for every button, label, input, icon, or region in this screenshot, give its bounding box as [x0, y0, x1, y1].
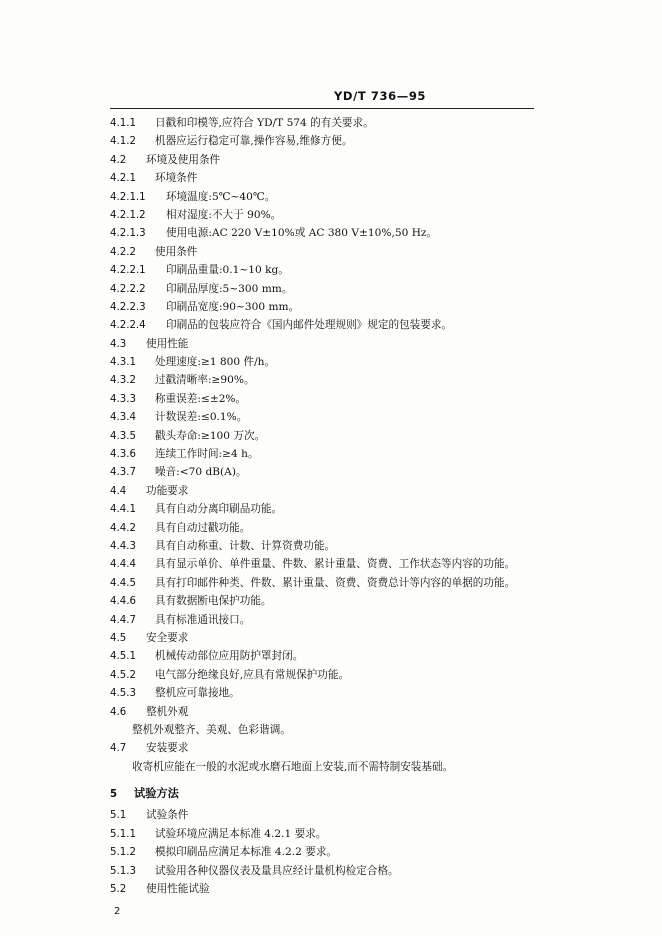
- clause-text: 使用条件: [155, 245, 198, 258]
- clause-text: 具有自动过戳功能。: [155, 521, 251, 534]
- clause-number: 4.4.6: [110, 596, 136, 608]
- clause-text: 整机应可靠接地。: [155, 687, 240, 700]
- clause-text: 整机外观: [146, 705, 189, 718]
- clause-text: 功能要求: [146, 484, 189, 497]
- clause-text: 印刷品的包装应符合《国内邮件处理规则》规定的包装要求。: [166, 319, 453, 332]
- clause-number: 4.1.1: [110, 118, 136, 129]
- clause-line: [110, 114, 540, 132]
- clause-number: 4.1.2: [110, 136, 136, 148]
- clause-line: [110, 843, 540, 861]
- clause-line: [110, 427, 540, 445]
- clause-text: 模拟印刷品应满足本标准 4.2.2 要求。: [155, 846, 338, 859]
- clause-number: 4.2.1: [110, 173, 136, 185]
- clause-number: 5.1.1: [110, 828, 136, 840]
- clause-number: 4.2.2.2: [110, 283, 146, 295]
- clause-text: 环境温度:5℃~40℃。: [166, 190, 276, 203]
- clause-number: 4.4.2: [110, 522, 136, 534]
- standard-number-header: YD/T 736—95: [334, 89, 427, 103]
- paragraph-text: [110, 721, 540, 739]
- clause-line: [110, 463, 540, 481]
- clause-number: 4.3.4: [110, 412, 136, 424]
- document-body: [110, 114, 540, 898]
- subsection-heading: [110, 482, 540, 500]
- clause-number: 5.2: [110, 884, 127, 896]
- clause-text: 使用性能: [146, 337, 189, 350]
- clause-line: [110, 537, 540, 555]
- clause-text: 安全要求: [146, 631, 189, 644]
- clause-text: 计数误差:≤0.1%。: [155, 411, 248, 424]
- clause-line: [110, 592, 540, 610]
- clause-number: 4.5: [110, 632, 127, 644]
- clause-number: 4.5.1: [110, 651, 136, 663]
- subsection-heading: [110, 151, 540, 169]
- clause-line: [110, 647, 540, 665]
- clause-number: 4.4.1: [110, 504, 136, 516]
- clause-number: 4.4: [110, 485, 127, 497]
- clause-line: [110, 206, 540, 224]
- clause-number: 4.2.1.1: [110, 191, 146, 203]
- clause-number: 4.2.2.1: [110, 265, 146, 277]
- clause-number: 4.3.2: [110, 375, 136, 387]
- clause-text: 试验方法: [134, 786, 179, 801]
- clause-line: [110, 224, 540, 242]
- clause-text: 整机外观整齐、美观、色彩谐调。: [132, 723, 291, 736]
- clause-text: 印刷品重量:0.1~10 kg。: [166, 264, 289, 277]
- clause-text: 具有打印邮件种类、件数、累计重量、资费、资费总计等内容的单据的功能。: [155, 576, 516, 589]
- clause-line: [110, 188, 540, 206]
- clause-line: [110, 519, 540, 537]
- clause-line: [110, 261, 540, 279]
- clause-text: 具有自动称重、计数、计算资费功能。: [155, 539, 336, 552]
- subsection-heading: [110, 243, 540, 261]
- clause-number: 4.3.6: [110, 449, 136, 461]
- clause-line: [110, 666, 540, 684]
- clause-line: [110, 611, 540, 629]
- subsection-heading: [110, 629, 540, 647]
- clause-text: 使用电源:AC 220 V±10%或 AC 380 V±10%,50 Hz。: [166, 227, 438, 240]
- clause-line: [110, 298, 540, 316]
- clause-text: 机械传动部位应用防护罩封闭。: [155, 650, 304, 663]
- subsection-heading: [110, 806, 540, 824]
- clause-line: [110, 555, 540, 573]
- clause-text: 环境条件: [155, 172, 198, 185]
- clause-line: [110, 500, 540, 518]
- clause-text: 印刷品宽度:90~300 mm。: [166, 300, 300, 313]
- clause-text: 处理速度:≥1 800 件/h。: [155, 356, 276, 369]
- clause-number: 4.2.1.2: [110, 209, 146, 221]
- clause-text: 噪音:<70 dB(A)。: [155, 466, 247, 479]
- clause-text: 连续工作时间:≥4 h。: [155, 448, 259, 461]
- clause-line: [110, 353, 540, 371]
- page-number: 2: [114, 906, 121, 917]
- clause-line: [110, 371, 540, 389]
- clause-number: 4.3.5: [110, 430, 136, 442]
- subsection-heading: [110, 335, 540, 353]
- subsection-heading: [110, 703, 540, 721]
- clause-line: [110, 825, 540, 843]
- header-rule: [110, 108, 534, 109]
- clause-text: 收寄机应能在一般的水泥或水磨石地面上安装,而不需特制安装基础。: [132, 760, 454, 773]
- clause-line: [110, 574, 540, 592]
- clause-number: 4.2.1.3: [110, 228, 146, 240]
- clause-line: [110, 862, 540, 880]
- clause-number: 4.3.1: [110, 357, 136, 369]
- clause-number: 4.2: [110, 154, 127, 166]
- clause-line: [110, 408, 540, 426]
- clause-text: 电气部分绝缘良好,应具有常规保护功能。: [155, 668, 350, 681]
- subsection-heading: [110, 880, 540, 898]
- section-heading: [110, 784, 540, 802]
- clause-number: 4.5.3: [110, 688, 136, 700]
- clause-text: 过戳清晰率:≥90%。: [155, 374, 255, 387]
- clause-text: 试验条件: [146, 809, 189, 822]
- clause-number: 4.2.2.3: [110, 301, 146, 313]
- clause-number: 4.2.2.4: [110, 320, 146, 332]
- clause-line: [110, 684, 540, 702]
- clause-line: [110, 132, 540, 150]
- clause-text: 使用性能试验: [146, 883, 210, 896]
- clause-text: 具有显示单价、单件重量、件数、累计重量、资费、工作状态等内容的功能。: [155, 558, 516, 571]
- clause-text: 安装要求: [146, 742, 189, 755]
- clause-number: 4.2.2: [110, 246, 136, 258]
- clause-text: 机器应运行稳定可靠,操作容易,维修方便。: [155, 135, 353, 148]
- clause-line: [110, 390, 540, 408]
- clause-number: 4.5.2: [110, 669, 136, 681]
- clause-number: 4.7: [110, 743, 127, 755]
- clause-number: 5.1.3: [110, 865, 136, 877]
- clause-text: 具有数据断电保护功能。: [155, 595, 272, 608]
- clause-line: [110, 316, 540, 334]
- clause-text: 戳头寿命:≥100 万次。: [155, 429, 266, 442]
- clause-number: 4.6: [110, 706, 127, 718]
- clause-number: 4.4.5: [110, 577, 136, 589]
- clause-text: 环境及使用条件: [146, 153, 221, 166]
- clause-text: 相对湿度:不大于 90%。: [166, 208, 282, 221]
- clause-number: 4.4.7: [110, 614, 136, 626]
- clause-text: 具有自动分离印刷品功能。: [155, 503, 283, 516]
- clause-number: 4.4.4: [110, 559, 136, 571]
- clause-number: 4.4.3: [110, 540, 136, 552]
- clause-number: 5.1: [110, 810, 127, 822]
- clause-text: 试验用各种仪器仪表及量具应经计量机构检定合格。: [155, 864, 399, 877]
- clause-text: 印刷品厚度:5~300 mm。: [166, 282, 293, 295]
- clause-number: 4.3: [110, 338, 127, 350]
- clause-line: [110, 445, 540, 463]
- clause-number: 5: [110, 789, 118, 801]
- clause-number: 4.3.3: [110, 393, 136, 405]
- clause-line: [110, 280, 540, 298]
- clause-text: 具有标准通讯接口。: [155, 613, 251, 626]
- clause-text: 日戳和印模等,应符合 YD/T 574 的有关要求。: [155, 117, 374, 129]
- clause-text: 称重误差:≤±2%。: [155, 392, 247, 405]
- subsection-heading: [110, 739, 540, 757]
- clause-number: 4.3.7: [110, 467, 136, 479]
- subsection-heading: [110, 169, 540, 187]
- clause-text: 试验环境应满足本标准 4.2.1 要求。: [155, 827, 327, 840]
- paragraph-text: [110, 758, 540, 776]
- clause-number: 5.1.2: [110, 847, 136, 859]
